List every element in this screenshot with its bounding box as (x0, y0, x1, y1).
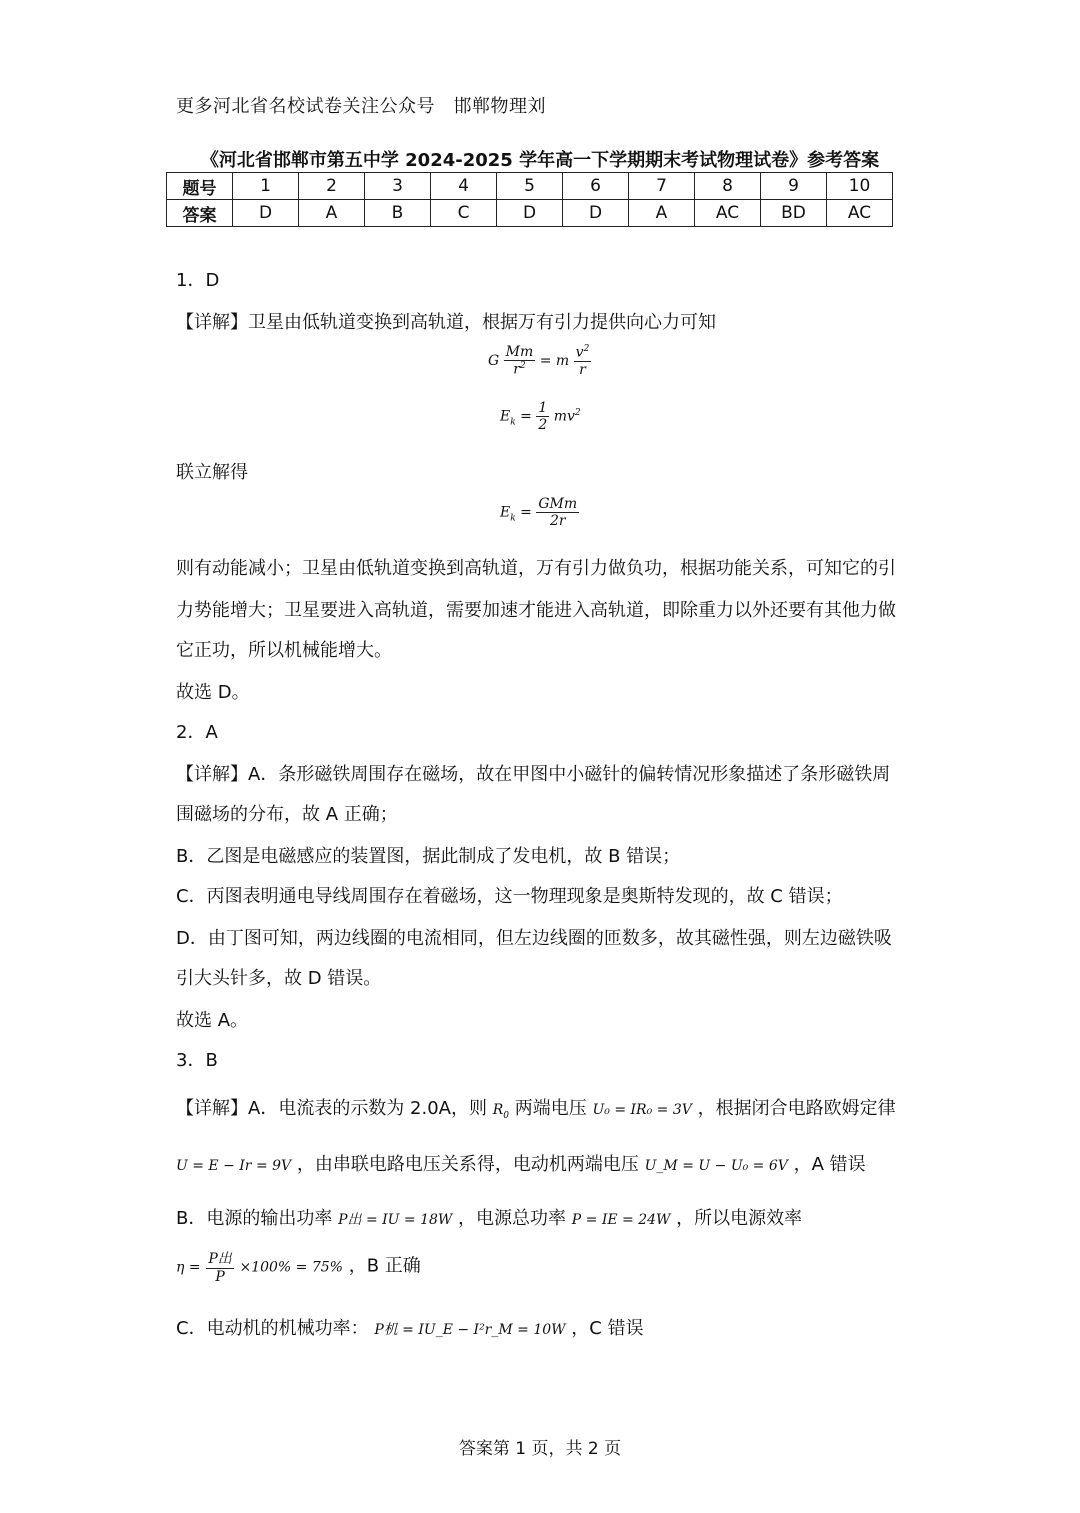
q1-heading: 1．D (176, 270, 220, 291)
q3-option-b-line1: B．电源的输出功率 P出 = IU = 18W ，电源总功率 P = IE = 24W ，所以电源效率 (176, 1208, 803, 1229)
table-cell: AC (827, 200, 893, 227)
table-cell: A (629, 200, 695, 227)
q2-option-c: C．丙图表明通电导线周围存在着磁场，这一物理现象是奥斯特发现的，故 C 错误； (176, 886, 843, 907)
page-footer: 答案第 1 页，共 2 页 (458, 1439, 622, 1459)
table-cell: 1 (233, 173, 299, 200)
q3-option-a-line1: 【详解】A．电流表的示数为 2.0A，则 $R_0$ 两端电压 U₀ = IR₀ = 3V ，根据闭合电路欧姆定律 (176, 1098, 896, 1121)
q1-joint-solve: 联立解得 (176, 462, 248, 483)
q1-detail: 【详解】卫星由低轨道变换到高轨道，根据万有引力提供向心力可知 (176, 312, 716, 333)
table-cell: AC (695, 200, 761, 227)
q1-equation-kinetic: $E_k$ = $\frac{1}{2}$ $mv^2$ (500, 400, 581, 433)
answer-table (166, 172, 893, 227)
q3-option-c: C．电动机的机械功率： P机 = IU_E − I²r_M = 10W ，C 错误 (176, 1318, 644, 1339)
table-cell: BD (761, 200, 827, 227)
table-cell: D (497, 200, 563, 227)
table-cell: 9 (761, 173, 827, 200)
promo-text: 更多河北省名校试卷关注公众号 邯郸物理刘 (176, 96, 546, 117)
q1-paragraph-3: 它正功，所以机械能增大。 (176, 640, 392, 661)
table-cell: D (563, 200, 629, 227)
table-cell: 4 (431, 173, 497, 200)
q3-efficiency-equation: η = $\frac{\text{P出}}{P}$ ×100% = 75% ，B 正确 (176, 1248, 421, 1285)
table-cell: B (365, 200, 431, 227)
table-cell: 5 (497, 173, 563, 200)
table-cell: 7 (629, 173, 695, 200)
document-title: 《河北省邯郸市第五中学 2024-2025 学年高一下学期期末考试物理试卷》参考答案 (200, 150, 880, 171)
table-cell: A (299, 200, 365, 227)
q2-option-d-line1: D．由丁图可知，两边线圈的电流相同，但左边线圈的匝数多，故其磁性强，则左边磁铁吸 (176, 928, 892, 949)
q2-option-a-line1: 【详解】A．条形磁铁周围存在磁场，故在甲图中小磁针的偏转情况形象描述了条形磁铁周 (176, 764, 891, 785)
table-cell: 8 (695, 173, 761, 200)
table-row-answers (167, 200, 893, 227)
table-cell: D (233, 200, 299, 227)
table-cell: C (431, 200, 497, 227)
q2-choose: 故选 A。 (176, 1010, 249, 1031)
q1-equation-gravity: G $\frac{Mm}{r^2}$ = m $\frac{v^2}{r}$ (488, 344, 590, 378)
table-header-number: 题号 (167, 173, 233, 200)
table-row-numbers (167, 173, 893, 200)
q2-option-a-line2: 围磁场的分布，故 A 正确； (176, 804, 398, 825)
q3-heading: 3．B (176, 1050, 218, 1071)
table-cell: 10 (827, 173, 893, 200)
table-cell: 3 (365, 173, 431, 200)
q2-heading: 2．A (176, 722, 218, 743)
q3-option-a-line2: U = E − Ir = 9V ，由串联电路电压关系得，电动机两端电压 U_M = U − U₀ = 6V ，A 错误 (176, 1154, 866, 1175)
table-header-answer: 答案 (167, 200, 233, 227)
q2-option-d-line2: 引大头针多，故 D 错误。 (176, 968, 382, 989)
q1-paragraph-2: 力势能增大；卫星要进入高轨道，需要加速才能进入高轨道，即除重力以外还要有其他力做 (176, 600, 896, 621)
table-cell: 2 (299, 173, 365, 200)
q1-choose: 故选 D。 (176, 682, 250, 703)
q2-option-b: B．乙图是电磁感应的装置图，据此制成了发电机，故 B 错误； (176, 846, 681, 867)
q1-paragraph-1: 则有动能减小；卫星由低轨道变换到高轨道，万有引力做负功，根据功能关系，可知它的引 (176, 558, 896, 579)
q1-equation-result: $E_k$ = $\frac{\text{GMm}}{2r}$ (500, 496, 578, 529)
table-cell: 6 (563, 173, 629, 200)
